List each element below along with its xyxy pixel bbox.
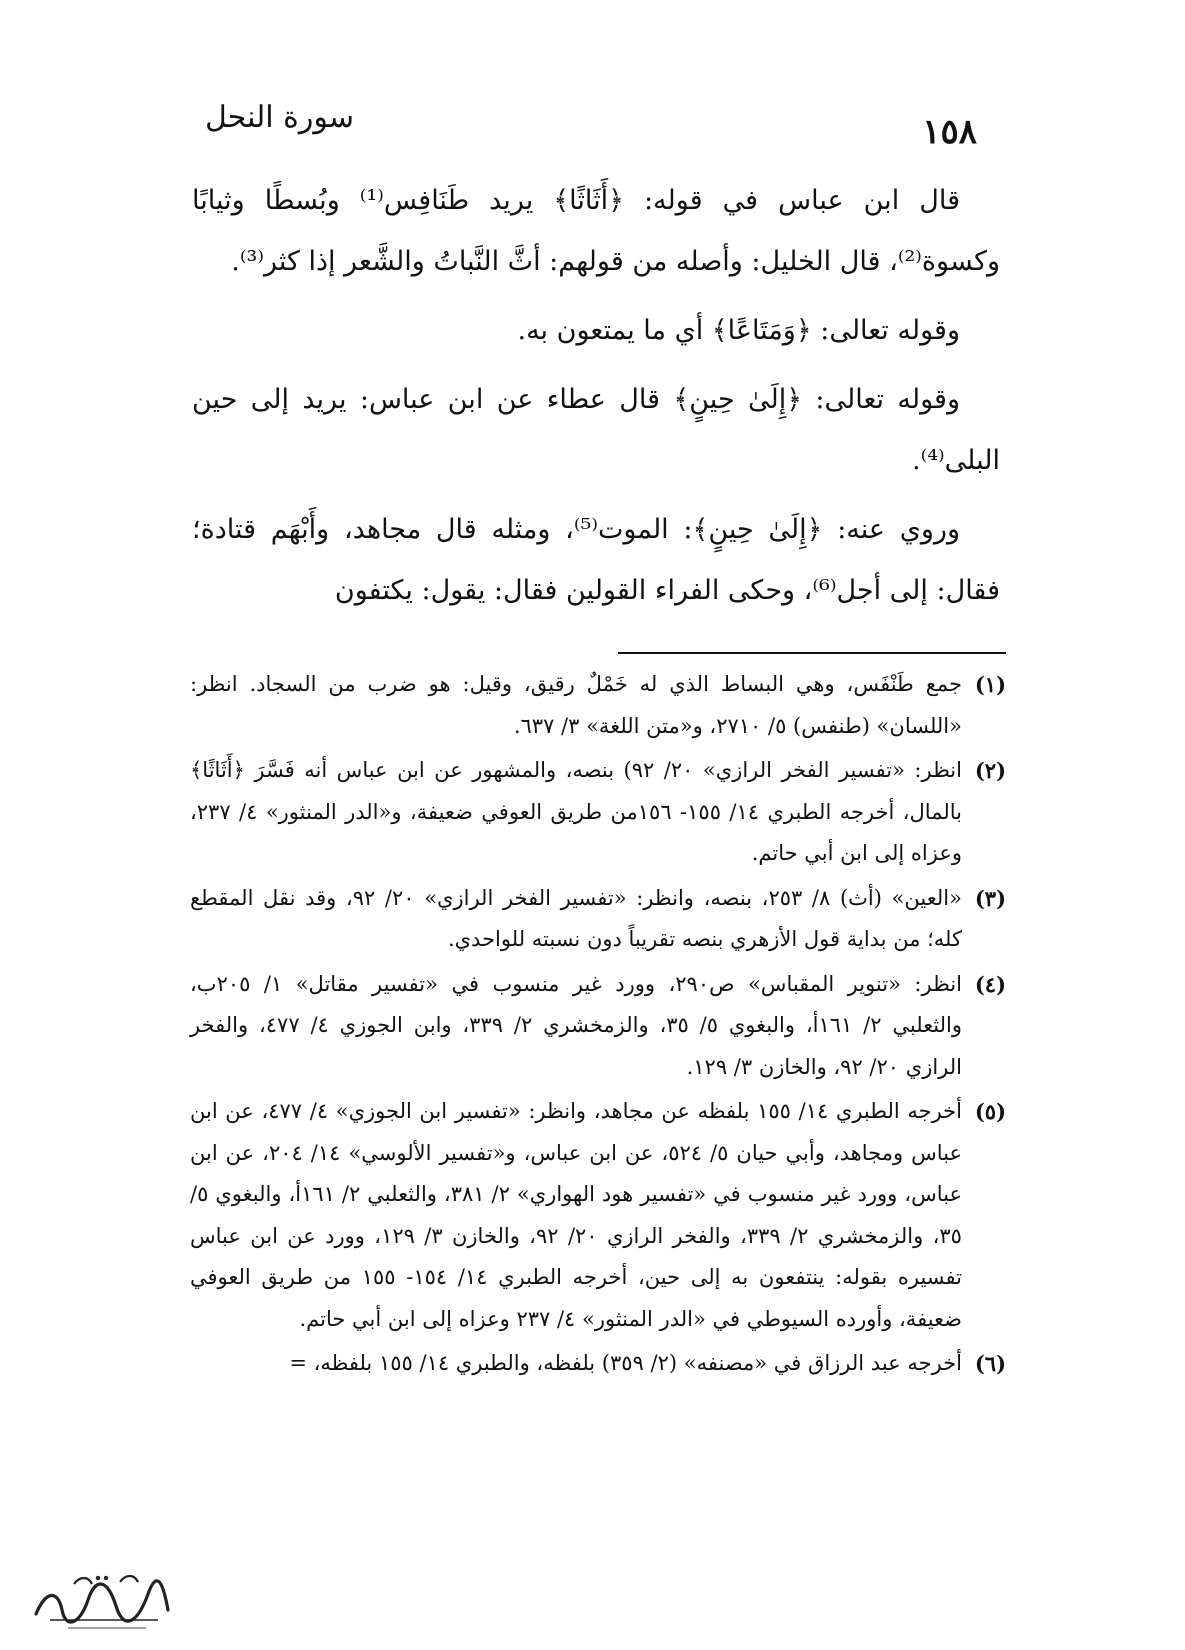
paragraph: قال ابن عباس في قوله: ﴿أَثَاثًا﴾ يريد طَنَافِس⁽¹⁾ وبُسطًا وثيابًا وكسوة⁽²⁾، قال الخليل: وأصله من قولهم: أثَّ النَّباتُ والشَّعر إذا كثر⁽³⁾. (192, 185, 1000, 277)
paragraph: وقوله تعالى: ﴿وَمَتَاعًا﴾ أي ما يمتعون به. (517, 315, 960, 346)
footnote-number: (٢) (974, 758, 1006, 783)
page-number: ١٥٨ (922, 112, 977, 152)
footnote (190, 664, 1006, 747)
footnote-number: (٤) (974, 971, 1006, 997)
footnote-number: (٣) (974, 885, 1006, 911)
footnote-number: (١) (974, 672, 1006, 697)
footnote-text: أخرجه الطبري ١٤/ ١٥٥ بلفظه عن مجاهد، وانظر: «تفسير ابن الجوزي» ٤/ ٤٧٧، عن ابن عباس ومجاهد، وأبي حيان ٥/ ٥٢٤، عن ابن عباس، و«تفسير الألوسي» ١٤/ ٢٠٤، عن ابن عباس، وورد غير منسوب في «تفسير هود الهواري» ٢/ ٣٨١، والثعلبي ٢/ ١٦١أ، والبغوي ٥/ ٣٥، والزمخشري ٢/ ٣٣٩، والفخر الرازي ٢٠/ ٩٢، والخازن ٣/ ١٢٩، وورد عن ابن عباس تفسيره بقوله: ينتفعون به إلى حين، أخرجه الطبري ١٤/ ١٥٤- ١٥٥ من طريق العوفي ضعيفة، وأورده السيوطي في «الدر المنثور» ٤/ ٢٣٧ وعزاه إلى ابن أبي حاتم. (190, 1099, 962, 1331)
footnote-text: «العين» (أث) ٨/ ٢٥٣، بنصه، وانظر: «تفسير الفخر الرازي» ٢٠/ ٩٢، وقد نقل المقطع كله؛ من بداية قول الأزهري بنصه تقريباً دون نسبته للواحدي. (190, 885, 962, 951)
footnotes (190, 664, 1006, 1388)
footnote-number: (٦) (974, 1351, 1006, 1376)
footnote-text: جمع طَنْفَس، وهي البساط الذي له خَمْلٌ رقيق، وقيل: هو ضرب من السجاد. انظر: «اللسان» (طنفس) ٥/ ٢٧١٠، و«متن اللغة» ٣/ ٦٣٧. (190, 672, 962, 738)
footnote (190, 1343, 1006, 1385)
footnote (190, 964, 1006, 1089)
main-text (192, 170, 1000, 629)
footnote (190, 878, 1006, 961)
footnote (190, 1091, 1006, 1340)
footnote-text: انظر: «تنوير المقباس» ص٢٩٠، وورد غير منسوب في «تفسير مقاتل» ١/ ٢٠٥ب، والثعلبي ٢/ ١٦١أ، والبغوي ٥/ ٣٥، والزمخشري ٢/ ٣٣٩، وابن الجوزي ٤/ ٤٧٧، والفخر الرازي ٢٠/ ٩٢، والخازن ٣/ ١٢٩. (190, 971, 962, 1079)
footnote (190, 750, 1006, 875)
footnote-number: (٥) (974, 1099, 1006, 1124)
footnote-text: انظر: «تفسير الفخر الرازي» ٢٠/ ٩٢) بنصه، والمشهور عن ابن عباس أنه فَسَّرَ ﴿أَثَاثًا﴾ بالمال، أخرجه الطبري ١٤/ ١٥٥- ١٥٦من طريق العوفي ضعيفة، و«الدر المنثور» ٤/ ٢٣٧، وعزاه إلى ابن أبي حاتم. (190, 758, 962, 865)
surah-title: سورة النحل (205, 100, 354, 135)
watermark-stamp-logo (28, 1570, 173, 1632)
paragraph: وروي عنه: ﴿إِلَىٰ حِينٍ﴾: الموت⁽⁵⁾، ومثله قال مجاهد، وأَبْهَم قتادة؛ فقال: إلى أجل⁽⁶⁾، وحكى الفراء القولين فقال: يقول: يكتفون (192, 514, 1000, 606)
footnote-text: أخرجه عبد الرزاق في «مصنفه» (٢/ ٣٥٩) بلفظه، والطبري ١٤/ ١٥٥ بلفظه، = (289, 1351, 962, 1375)
footnote-divider (618, 652, 1006, 654)
paragraph: وقوله تعالى: ﴿إِلَىٰ حِينٍ﴾ قال عطاء عن ابن عباس: يريد إلى حين البلى⁽⁴⁾. (192, 384, 1000, 476)
